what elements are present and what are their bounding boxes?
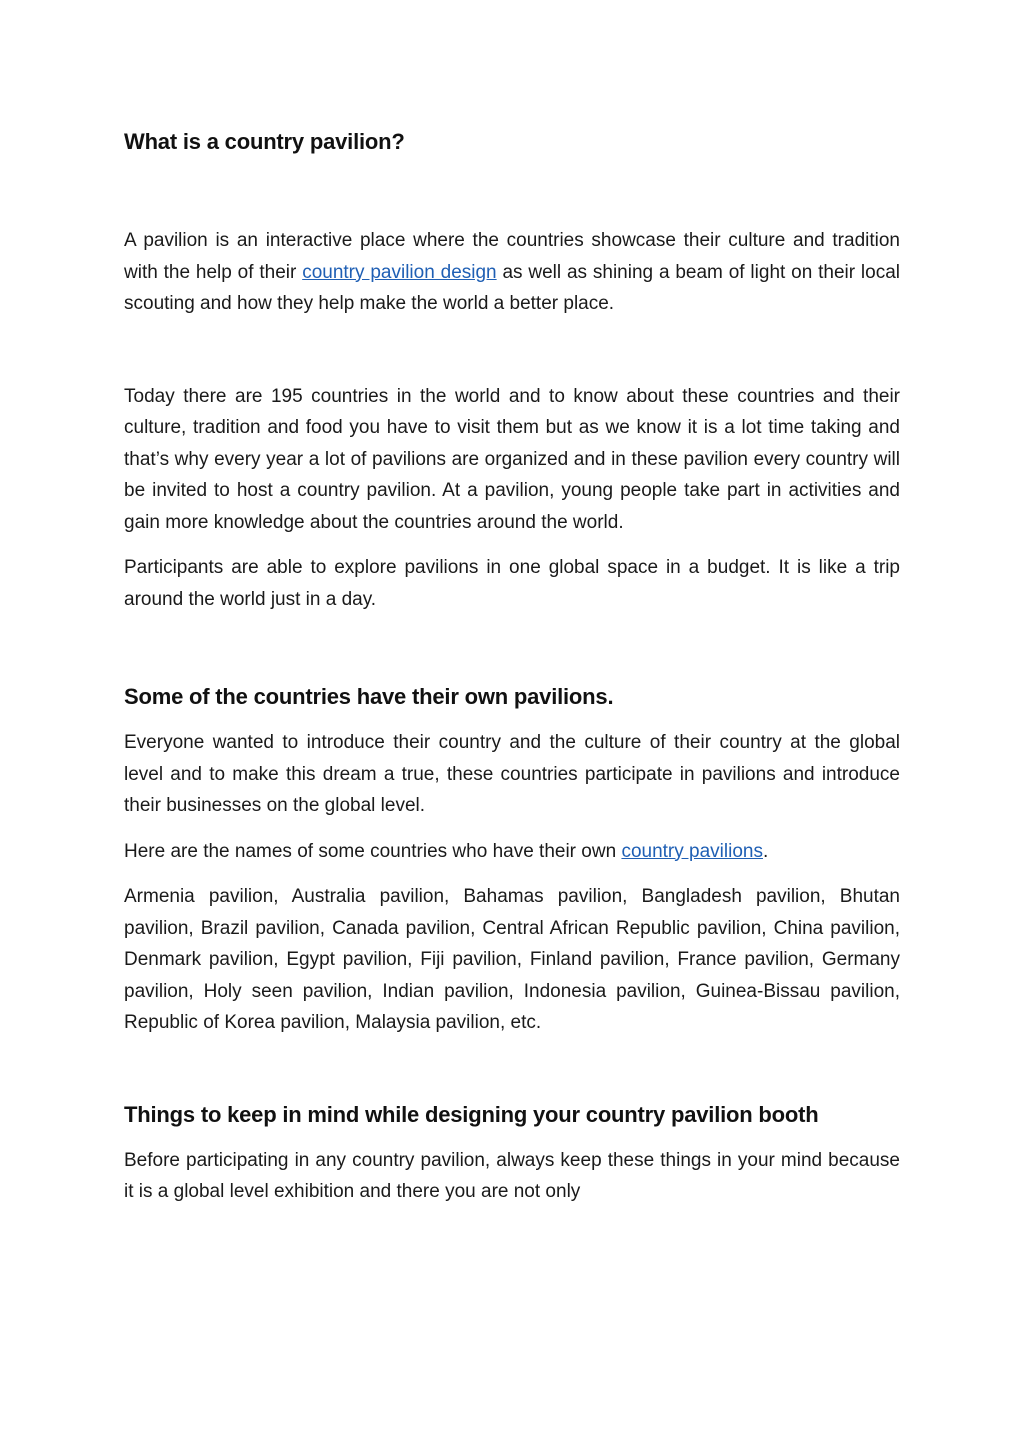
paragraph-text: A pavilion is an interactive place where the countries showcase their culture and tradition with the help of their [124, 230, 900, 283]
paragraph-before-participating: Before participating in any country pavilion, always keep these things in your mind because it is a global level exhibition and there you are not only [124, 1149, 900, 1202]
paragraph-introduce-country: Everyone wanted to introduce their country and the culture of their country at the global level and to make this dream a true, these countries participate in pavilions and introduce their businesses on the global level. [124, 732, 900, 816]
paragraph-text: . [762, 840, 769, 862]
paragraph-names-intro [124, 836, 900, 868]
heading-own-pavilions: Some of the countries have their own pavilions. [124, 684, 614, 709]
link-country-pavilion-design[interactable]: country pavilion design [302, 261, 497, 283]
paragraph-country-list: Armenia pavilion, Australia pavilion, Bahamas pavilion, Bangladesh pavilion, Bhutan pavilion, Brazil pavilion, Canada pavilion, Central African Republic pavilion, China pavilion, Denmark pavilion, Egypt pavilion, Fiji pavilion, Finland pavilion, France pavilion, Germany pavilion, Holy seen pavilion, Indian pavilion, Indonesia pavilion, Guinea-Bissau pavilion, Republic of Korea pavilion, Malaysia pavilion, etc. [124, 886, 900, 1033]
heading-what-is-pavilion: What is a country pavilion? [124, 129, 405, 154]
paragraph-text: as well as shining a beam of light on their local scouting and how they help make the world a better place. [124, 261, 901, 314]
paragraph-countries-today: Today there are 195 countries in the world and to know about these countries and their culture, tradition and food you have to visit them but as we know it is a lot time taking and that’s why every year a lot of pavilions are organized and in these pavilion every country will be invited to host a country pavilion. At a pavilion, young people take part in activities and gain more knowledge about the countries around the world. [124, 385, 900, 533]
heading-things-to-keep-in-mind: Things to keep in mind while designing your country pavilion booth [124, 1101, 819, 1127]
paragraph-participants: Participants are able to explore pavilions in one global space in a budget. It is like a trip around the world just in a day. [124, 557, 900, 610]
document-body [124, 126, 900, 1208]
paragraph-text: Here are the names of some countries who have their own [124, 840, 622, 862]
paragraph-pavilion-definition [124, 225, 900, 320]
link-country-pavilions[interactable]: country pavilions [621, 840, 763, 862]
